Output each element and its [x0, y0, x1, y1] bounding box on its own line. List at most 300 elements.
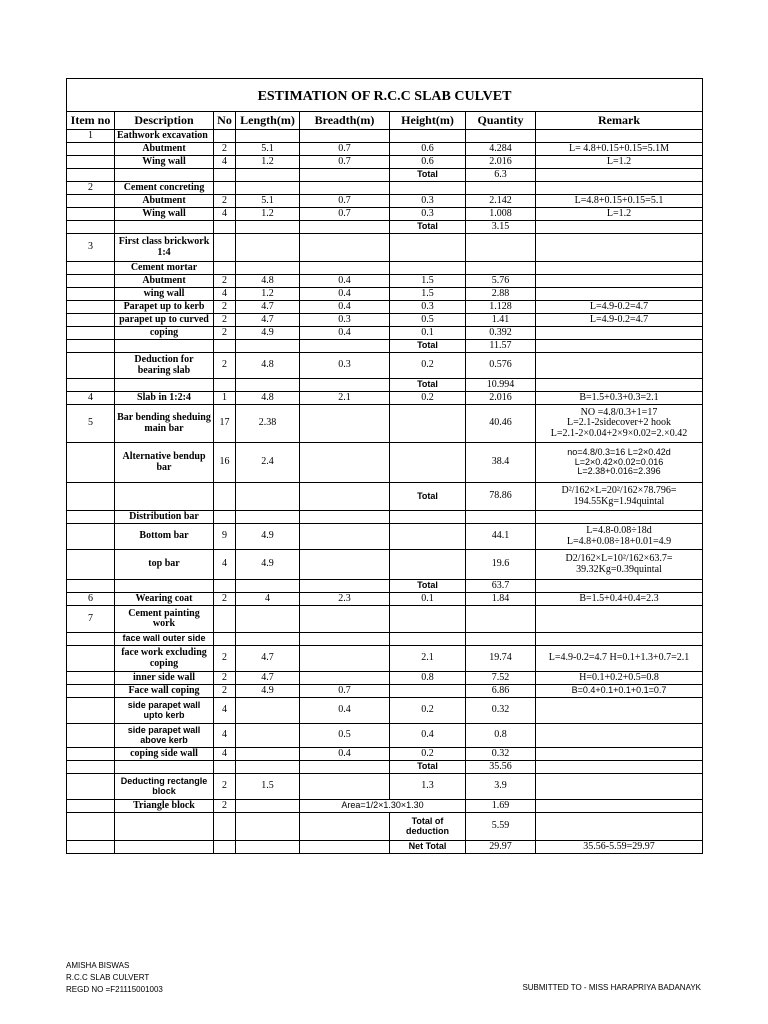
cell-height: [390, 550, 466, 580]
cell-remark: [536, 761, 703, 774]
cell-breadth: 0.7: [300, 195, 390, 208]
cell-quantity: 0.8: [466, 724, 536, 748]
table-row: [67, 646, 703, 672]
cell-quantity: 38.4: [466, 443, 536, 483]
cell-length: 4.7: [236, 672, 300, 685]
cell-breadth: [300, 182, 390, 195]
cell-height: 0.6: [390, 143, 466, 156]
cell-item-no: [67, 262, 115, 275]
cell-length: 5.1: [236, 195, 300, 208]
cell-description: Abutment: [115, 195, 214, 208]
cell-length: [236, 483, 300, 511]
cell-no: 2: [214, 593, 236, 606]
estimation-table: [66, 78, 703, 854]
cell-length: 4.8: [236, 353, 300, 379]
cell-length: 4.8: [236, 275, 300, 288]
table-row: [67, 314, 703, 327]
table-row: [67, 841, 703, 854]
cell-description: Distribution bar: [115, 511, 214, 524]
cell-no: 2: [214, 301, 236, 314]
cell-length: [236, 130, 300, 143]
footer-student-name: AMISHA BISWAS: [66, 961, 130, 970]
cell-remark: D2/162×L=10²/162×63.7= 39.32Kg=0.39quintal: [536, 550, 703, 580]
cell-height: Total: [390, 169, 466, 182]
header-no: No: [214, 112, 236, 130]
cell-item-no: [67, 724, 115, 748]
cell-description: Wing wall: [115, 208, 214, 221]
table-row: [67, 698, 703, 724]
cell-no: 4: [214, 208, 236, 221]
cell-length: 2.4: [236, 443, 300, 483]
cell-height: 0.1: [390, 327, 466, 340]
cell-description: Abutment: [115, 143, 214, 156]
cell-length: [236, 234, 300, 262]
cell-length: [236, 169, 300, 182]
table-row: [67, 724, 703, 748]
cell-description: Wearing coat: [115, 593, 214, 606]
cell-item-no: [67, 221, 115, 234]
cell-breadth: 0.3: [300, 314, 390, 327]
cell-item-no: [67, 195, 115, 208]
cell-description: [115, 841, 214, 854]
cell-quantity: 1.84: [466, 593, 536, 606]
cell-height: [390, 633, 466, 646]
cell-length: [236, 748, 300, 761]
cell-breadth: [300, 234, 390, 262]
cell-breadth: 0.4: [300, 327, 390, 340]
cell-length: 4.9: [236, 524, 300, 550]
cell-quantity: 3.15: [466, 221, 536, 234]
cell-height: Total of deduction: [390, 813, 466, 841]
cell-length: [236, 633, 300, 646]
cell-description: top bar: [115, 550, 214, 580]
cell-no: 2: [214, 143, 236, 156]
table-row: [67, 195, 703, 208]
cell-no: 4: [214, 288, 236, 301]
header-quantity: Quantity: [466, 112, 536, 130]
cell-item-no: [67, 646, 115, 672]
title-row: [67, 79, 703, 112]
cell-breadth: [300, 379, 390, 392]
cell-height: 0.1: [390, 593, 466, 606]
cell-length: [236, 340, 300, 353]
cell-item-no: [67, 511, 115, 524]
cell-description: [115, 169, 214, 182]
cell-description: face work excluding coping: [115, 646, 214, 672]
cell-remark: D²/162×L=20²/162×78.796= 194.55Kg=1.94quintal: [536, 483, 703, 511]
cell-no: 4: [214, 698, 236, 724]
cell-height: [390, 234, 466, 262]
cell-breadth: 0.4: [300, 288, 390, 301]
cell-remark: [536, 580, 703, 593]
cell-description: Cement mortar: [115, 262, 214, 275]
cell-remark: L=4.8+0.15+0.15=5.1: [536, 195, 703, 208]
cell-quantity: 2.016: [466, 156, 536, 169]
cell-description: wing wall: [115, 288, 214, 301]
table-row: [67, 748, 703, 761]
cell-quantity: 78.86: [466, 483, 536, 511]
cell-item-no: [67, 841, 115, 854]
cell-remark: B=0.4+0.1+0.1+0.1=0.7: [536, 685, 703, 698]
cell-remark: [536, 511, 703, 524]
cell-quantity: 1.69: [466, 800, 536, 813]
cell-description: coping side wall: [115, 748, 214, 761]
cell-item-no: 6: [67, 593, 115, 606]
cell-remark: B=1.5+0.4+0.4=2.3: [536, 593, 703, 606]
table-row: [67, 813, 703, 841]
cell-length: [236, 813, 300, 841]
table-row: [67, 288, 703, 301]
cell-height: Total: [390, 761, 466, 774]
cell-item-no: [67, 143, 115, 156]
cell-item-no: 7: [67, 606, 115, 633]
cell-quantity: 0.32: [466, 698, 536, 724]
cell-description: Eathwork excavation: [115, 130, 214, 143]
cell-breadth: [300, 405, 390, 443]
cell-item-no: [67, 550, 115, 580]
cell-remark: [536, 724, 703, 748]
cell-no: 9: [214, 524, 236, 550]
table-row: [67, 761, 703, 774]
cell-remark: [536, 221, 703, 234]
cell-description: Face wall coping: [115, 685, 214, 698]
footer-regd-no: REGD NO =F21115001003: [66, 985, 163, 994]
cell-item-no: [67, 275, 115, 288]
cell-height: 1.3: [390, 774, 466, 800]
cell-no: 2: [214, 800, 236, 813]
cell-quantity: 63.7: [466, 580, 536, 593]
cell-remark: [536, 340, 703, 353]
cell-description: inner side wall: [115, 672, 214, 685]
cell-length: [236, 511, 300, 524]
cell-item-no: [67, 327, 115, 340]
table-row: [67, 606, 703, 633]
cell-remark: L=4.9-0.2=4.7 H=0.1+1.3+0.7=2.1: [536, 646, 703, 672]
cell-breadth: 0.7: [300, 143, 390, 156]
cell-description: face wall outer side: [115, 633, 214, 646]
cell-quantity: 0.392: [466, 327, 536, 340]
cell-height: Total: [390, 340, 466, 353]
cell-description: Wing wall: [115, 156, 214, 169]
table-row: [67, 524, 703, 550]
header-description: Description: [115, 112, 214, 130]
cell-quantity: 5.76: [466, 275, 536, 288]
cell-quantity: 0.32: [466, 748, 536, 761]
cell-remark: [536, 379, 703, 392]
cell-remark: NO =4.8/0.3+1=17 L=2.1-2sidecover+2 hook L=2.1-2×0.04+2×9×0.02=2.×0.42: [536, 405, 703, 443]
cell-length: 4.7: [236, 646, 300, 672]
cell-breadth: [300, 606, 390, 633]
cell-description: Deduction for bearing slab: [115, 353, 214, 379]
cell-item-no: [67, 761, 115, 774]
cell-item-no: 5: [67, 405, 115, 443]
cell-no: [214, 130, 236, 143]
cell-no: [214, 841, 236, 854]
table-row: [67, 182, 703, 195]
cell-quantity: [466, 262, 536, 275]
cell-height: 1.5: [390, 275, 466, 288]
cell-height: 0.6: [390, 156, 466, 169]
cell-description: side parapet wall upto kerb: [115, 698, 214, 724]
cell-length: 1.2: [236, 288, 300, 301]
cell-no: 2: [214, 327, 236, 340]
footer-submitted-to: SUBMITTED TO - MISS HARAPRIYA BADANAYK: [522, 983, 701, 992]
cell-remark: L=4.8-0.08÷18d L=4.8+0.08÷18+0.01=4.9: [536, 524, 703, 550]
cell-height: 0.2: [390, 748, 466, 761]
cell-no: 2: [214, 646, 236, 672]
cell-height: Total: [390, 221, 466, 234]
table-row: [67, 143, 703, 156]
cell-length: 4.9: [236, 685, 300, 698]
cell-description: parapet up to curved: [115, 314, 214, 327]
table-row: [67, 593, 703, 606]
cell-height: [390, 443, 466, 483]
cell-description: [115, 580, 214, 593]
table-row: [67, 580, 703, 593]
table-row: [67, 221, 703, 234]
cell-quantity: 1.128: [466, 301, 536, 314]
cell-item-no: [67, 169, 115, 182]
cell-breadth: [300, 633, 390, 646]
cell-remark: [536, 606, 703, 633]
cell-quantity: 5.59: [466, 813, 536, 841]
cell-no: 2: [214, 275, 236, 288]
cell-remark: 35.56-5.59=29.97: [536, 841, 703, 854]
cell-breadth: [300, 511, 390, 524]
cell-item-no: [67, 813, 115, 841]
cell-quantity: 35.56: [466, 761, 536, 774]
cell-no: 17: [214, 405, 236, 443]
cell-length: [236, 580, 300, 593]
cell-item-no: [67, 774, 115, 800]
cell-length: [236, 724, 300, 748]
cell-no: 1: [214, 392, 236, 405]
cell-no: [214, 340, 236, 353]
table-row: [67, 262, 703, 275]
cell-remark: [536, 262, 703, 275]
table-row: [67, 379, 703, 392]
cell-breadth: [300, 169, 390, 182]
cell-breadth: Area=1/2×1.30×1.30: [300, 800, 466, 813]
cell-item-no: [67, 524, 115, 550]
cell-item-no: [67, 288, 115, 301]
cell-quantity: 44.1: [466, 524, 536, 550]
cell-length: [236, 698, 300, 724]
cell-quantity: 3.9: [466, 774, 536, 800]
cell-breadth: [300, 340, 390, 353]
cell-item-no: [67, 353, 115, 379]
table-row: [67, 208, 703, 221]
cell-quantity: 6.3: [466, 169, 536, 182]
cell-breadth: 0.4: [300, 301, 390, 314]
cell-no: [214, 182, 236, 195]
cell-length: 4.7: [236, 314, 300, 327]
cell-height: 0.2: [390, 392, 466, 405]
cell-height: [390, 405, 466, 443]
cell-description: Cement painting work: [115, 606, 214, 633]
cell-no: 16: [214, 443, 236, 483]
table-row: [67, 685, 703, 698]
cell-description: [115, 761, 214, 774]
cell-item-no: [67, 208, 115, 221]
table-row: [67, 672, 703, 685]
cell-no: 2: [214, 353, 236, 379]
cell-height: 1.5: [390, 288, 466, 301]
cell-item-no: [67, 340, 115, 353]
table-row: [67, 156, 703, 169]
cell-remark: [536, 275, 703, 288]
cell-quantity: 19.6: [466, 550, 536, 580]
cell-remark: [536, 182, 703, 195]
cell-breadth: [300, 262, 390, 275]
cell-description: Abutment: [115, 275, 214, 288]
cell-breadth: 0.4: [300, 748, 390, 761]
cell-description: [115, 813, 214, 841]
cell-quantity: 4.284: [466, 143, 536, 156]
cell-breadth: 0.4: [300, 698, 390, 724]
cell-quantity: 2.88: [466, 288, 536, 301]
cell-no: 4: [214, 156, 236, 169]
table-row: [67, 353, 703, 379]
cell-item-no: 4: [67, 392, 115, 405]
cell-remark: [536, 353, 703, 379]
cell-height: [390, 182, 466, 195]
cell-description: coping: [115, 327, 214, 340]
cell-breadth: 0.4: [300, 275, 390, 288]
cell-quantity: 40.46: [466, 405, 536, 443]
cell-length: [236, 606, 300, 633]
table-row: [67, 405, 703, 443]
header-breadth: Breadth(m): [300, 112, 390, 130]
cell-height: 0.3: [390, 301, 466, 314]
cell-length: [236, 262, 300, 275]
cell-no: 2: [214, 685, 236, 698]
cell-description: Alternative bendup bar: [115, 443, 214, 483]
cell-breadth: 0.3: [300, 353, 390, 379]
cell-breadth: 0.5: [300, 724, 390, 748]
cell-description: [115, 340, 214, 353]
cell-breadth: [300, 221, 390, 234]
cell-description: [115, 221, 214, 234]
cell-length: 2.38: [236, 405, 300, 443]
cell-length: [236, 841, 300, 854]
cell-breadth: 2.1: [300, 392, 390, 405]
cell-breadth: 0.7: [300, 208, 390, 221]
cell-no: 4: [214, 748, 236, 761]
cell-length: [236, 221, 300, 234]
cell-length: 1.5: [236, 774, 300, 800]
cell-item-no: [67, 301, 115, 314]
cell-no: [214, 511, 236, 524]
cell-breadth: [300, 813, 390, 841]
table-row: [67, 340, 703, 353]
cell-breadth: [300, 130, 390, 143]
cell-breadth: 0.7: [300, 156, 390, 169]
cell-description: Cement concreting: [115, 182, 214, 195]
cell-quantity: [466, 633, 536, 646]
table-row: [67, 301, 703, 314]
table-row: [67, 550, 703, 580]
cell-no: 4: [214, 550, 236, 580]
cell-no: 2: [214, 672, 236, 685]
header-item-no: Item no: [67, 112, 115, 130]
cell-no: 2: [214, 195, 236, 208]
cell-remark: [536, 234, 703, 262]
cell-item-no: [67, 698, 115, 724]
cell-item-no: 2: [67, 182, 115, 195]
cell-no: 2: [214, 774, 236, 800]
header-length: Length(m): [236, 112, 300, 130]
cell-no: [214, 221, 236, 234]
cell-breadth: [300, 774, 390, 800]
cell-no: [214, 813, 236, 841]
cell-remark: [536, 748, 703, 761]
cell-no: [214, 633, 236, 646]
cell-height: 0.8: [390, 672, 466, 685]
table-row: [67, 169, 703, 182]
cell-description: Bar bending sheduing main bar: [115, 405, 214, 443]
cell-remark: H=0.1+0.2+0.5=0.8: [536, 672, 703, 685]
cell-no: [214, 606, 236, 633]
cell-description: Parapet up to kerb: [115, 301, 214, 314]
cell-quantity: [466, 130, 536, 143]
cell-quantity: 1.41: [466, 314, 536, 327]
cell-quantity: [466, 606, 536, 633]
cell-description: side parapet wall above kerb: [115, 724, 214, 748]
cell-breadth: [300, 646, 390, 672]
cell-quantity: 10.994: [466, 379, 536, 392]
cell-remark: [536, 698, 703, 724]
cell-height: 0.3: [390, 195, 466, 208]
cell-item-no: [67, 748, 115, 761]
table-row: [67, 483, 703, 511]
cell-breadth: [300, 672, 390, 685]
cell-no: [214, 234, 236, 262]
cell-remark: [536, 800, 703, 813]
cell-quantity: [466, 182, 536, 195]
header-row: [67, 112, 703, 130]
cell-quantity: 1.008: [466, 208, 536, 221]
cell-height: Net Total: [390, 841, 466, 854]
cell-height: [390, 511, 466, 524]
cell-quantity: [466, 511, 536, 524]
cell-remark: [536, 169, 703, 182]
table-row: [67, 800, 703, 813]
cell-item-no: 1: [67, 130, 115, 143]
cell-item-no: [67, 156, 115, 169]
cell-length: [236, 800, 300, 813]
cell-quantity: 11.57: [466, 340, 536, 353]
cell-quantity: 19.74: [466, 646, 536, 672]
cell-height: 2.1: [390, 646, 466, 672]
footer-subject: R.C.C SLAB CULVERT: [66, 973, 150, 982]
cell-no: [214, 169, 236, 182]
table-row: [67, 774, 703, 800]
table-title: ESTIMATION OF R.C.C SLAB CULVET: [67, 79, 703, 112]
table-row: [67, 392, 703, 405]
cell-quantity: [466, 234, 536, 262]
cell-no: [214, 262, 236, 275]
cell-item-no: [67, 483, 115, 511]
header-remark: Remark: [536, 112, 703, 130]
cell-breadth: [300, 524, 390, 550]
cell-remark: no=4.8/0.3=16 L=2×0.42d L=2×0.42×0.02=0.016 L=2.38+0.016=2.396: [536, 443, 703, 483]
table-body: [67, 130, 703, 854]
cell-length: 4.8: [236, 392, 300, 405]
cell-remark: [536, 633, 703, 646]
cell-length: 5.1: [236, 143, 300, 156]
cell-description: [115, 379, 214, 392]
